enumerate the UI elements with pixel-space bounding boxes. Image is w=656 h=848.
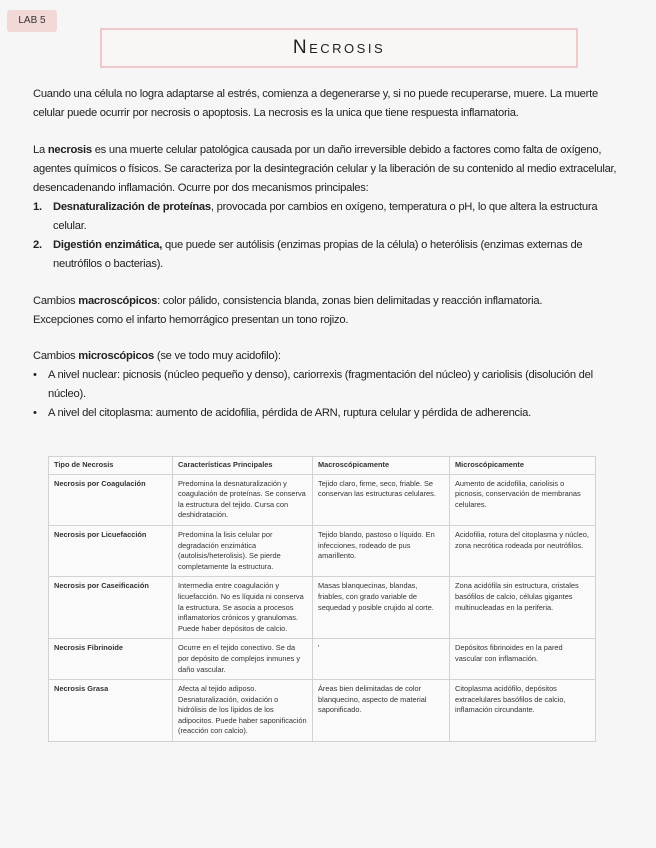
table-cell: ' [313, 639, 450, 680]
table-cell: Depósitos fibrinoides en la pared vascular con inflamación. [450, 639, 596, 680]
table-cell: Acidofilia, rotura del citoplasma y núcleo, zona necrótica rodeada por neutrófilos. [450, 525, 596, 576]
macro-paragraph: Cambios macroscópicos: color pálido, consistencia blanda, zonas bien delimitadas y reacción inflamatoria. [33, 295, 543, 307]
macro-exception: Excepciones como el infarto hemorrágico presentan un tono rojizo. [33, 314, 349, 326]
definition-paragraph: La necrosis es una muerte celular patológica causada por un daño irreversible debido a factores como falta de oxígeno, agentes químicos o físicos. Se caracteriza por la desintegración celular y la liberación de su contenido al medio extracelular, desencadenando inflamación. Ocurre por dos mecanismos principales: [33, 144, 617, 194]
table-cell: Tejido claro, firme, seco, friable. Se conservan las estructuras celulares. [313, 474, 450, 525]
list-item: • A nivel del citoplasma: aumento de acidofilia, pérdida de ARN, ruptura celular y pérdida de adherencia. [33, 404, 618, 423]
intro-paragraph: Cuando una célula no logra adaptarse al estrés, comienza a degenerarse y, si no puede recuperarse, muere. La muerte celular puede ocurrir por necrosis o apoptosis. La necrosis es la unica que tiene respuesta inflamatoria. [33, 88, 598, 119]
necrosis-types-table [48, 456, 596, 742]
table-row [49, 474, 596, 525]
table-cell: Citoplasma acidófilo, depósitos extracelulares basófilos de calcio, inflamación circundante. [450, 680, 596, 742]
list-number: 2. [33, 239, 42, 251]
table-cell: Tejido blando, pastoso o líquido. En infecciones, rodeado de pus amarillento. [313, 525, 450, 576]
table-row [49, 680, 596, 742]
bullet-icon: • [33, 407, 37, 419]
bullet-icon: • [33, 369, 37, 381]
table-cell: Aumento de acidofilia, cariolisis o picnosis, conservación de membranas celulares. [450, 474, 596, 525]
document-body [33, 85, 618, 423]
micro-paragraph: Cambios microscópicos (se ve todo muy acidofilo): [33, 350, 281, 362]
page-title: Necrosis [292, 37, 386, 58]
title-box [100, 28, 578, 68]
column-header: Macroscópicamente [313, 457, 450, 475]
list-item: 1. Desnaturalización de proteínas, provocada por cambios en oxígeno, temperatura o pH, lo que altera la estructura celular. [33, 198, 618, 236]
table-row [49, 577, 596, 639]
lab-tag: LAB 5 [7, 10, 57, 32]
table-cell: Intermedia entre coagulación y licuefacción. No es líquida ni conserva la estructura. Se asocia a procesos inflamatorios crónicos y granulomas. Puede haber depósitos de calcio. [173, 577, 313, 639]
table-cell: Áreas bien delimitadas de color blanquecino, aspecto de material saponificado. [313, 680, 450, 742]
table-cell: Necrosis por Caseificación [49, 577, 173, 639]
table-cell: Afecta al tejido adiposo. Desnaturalización, oxidación o hidrólisis de los lípidos de los adipocitos. Puede haber saponificación (reacción con calcio). [173, 680, 313, 742]
table-header-row [49, 457, 596, 475]
table-cell: Masas blanquecinas, blandas, friables, con grado variable de sequedad y posible crujido al corte. [313, 577, 450, 639]
table-row [49, 639, 596, 680]
table-cell: Predomina la lisis celular por degradación enzimática (autolisis/heterolisis). Se pierde completamente la estructura. [173, 525, 313, 576]
table-cell: Predomina la desnaturalización y coagulación de proteínas. Se conserva la estructura del tejido. Cursa con deshidratación. [173, 474, 313, 525]
table-cell: Necrosis Grasa [49, 680, 173, 742]
table-cell: Necrosis por Licuefacción [49, 525, 173, 576]
column-header: Características Principales [173, 457, 313, 475]
list-item: 2. Digestión enzimática, que puede ser autólisis (enzimas propias de la célula) o heterólisis (enzimas externas de neutrófilos o bacterias). [33, 236, 618, 274]
table-row [49, 525, 596, 576]
micro-list [33, 366, 618, 423]
table-cell: Necrosis Fibrinoide [49, 639, 173, 680]
column-header: Tipo de Necrosis [49, 457, 173, 475]
column-header: Microscópicamente [450, 457, 596, 475]
necrosis-term: necrosis [47, 144, 92, 156]
list-number: 1. [33, 201, 42, 213]
table-cell: Zona acidófila sin estructura, cristales basófilos de calcio, células gigantes multinucleadas en la periferia. [450, 577, 596, 639]
list-item: • A nivel nuclear: picnosis (núcleo pequeño y denso), cariorrexis (fragmentación del núcleo) y cariolisis (disolución del núcleo). [33, 366, 618, 404]
table-cell: Necrosis por Coagulación [49, 474, 173, 525]
table-cell: Ocurre en el tejido conectivo. Se da por depósito de complejos inmunes y daño vascular. [173, 639, 313, 680]
mechanisms-list [33, 198, 618, 274]
